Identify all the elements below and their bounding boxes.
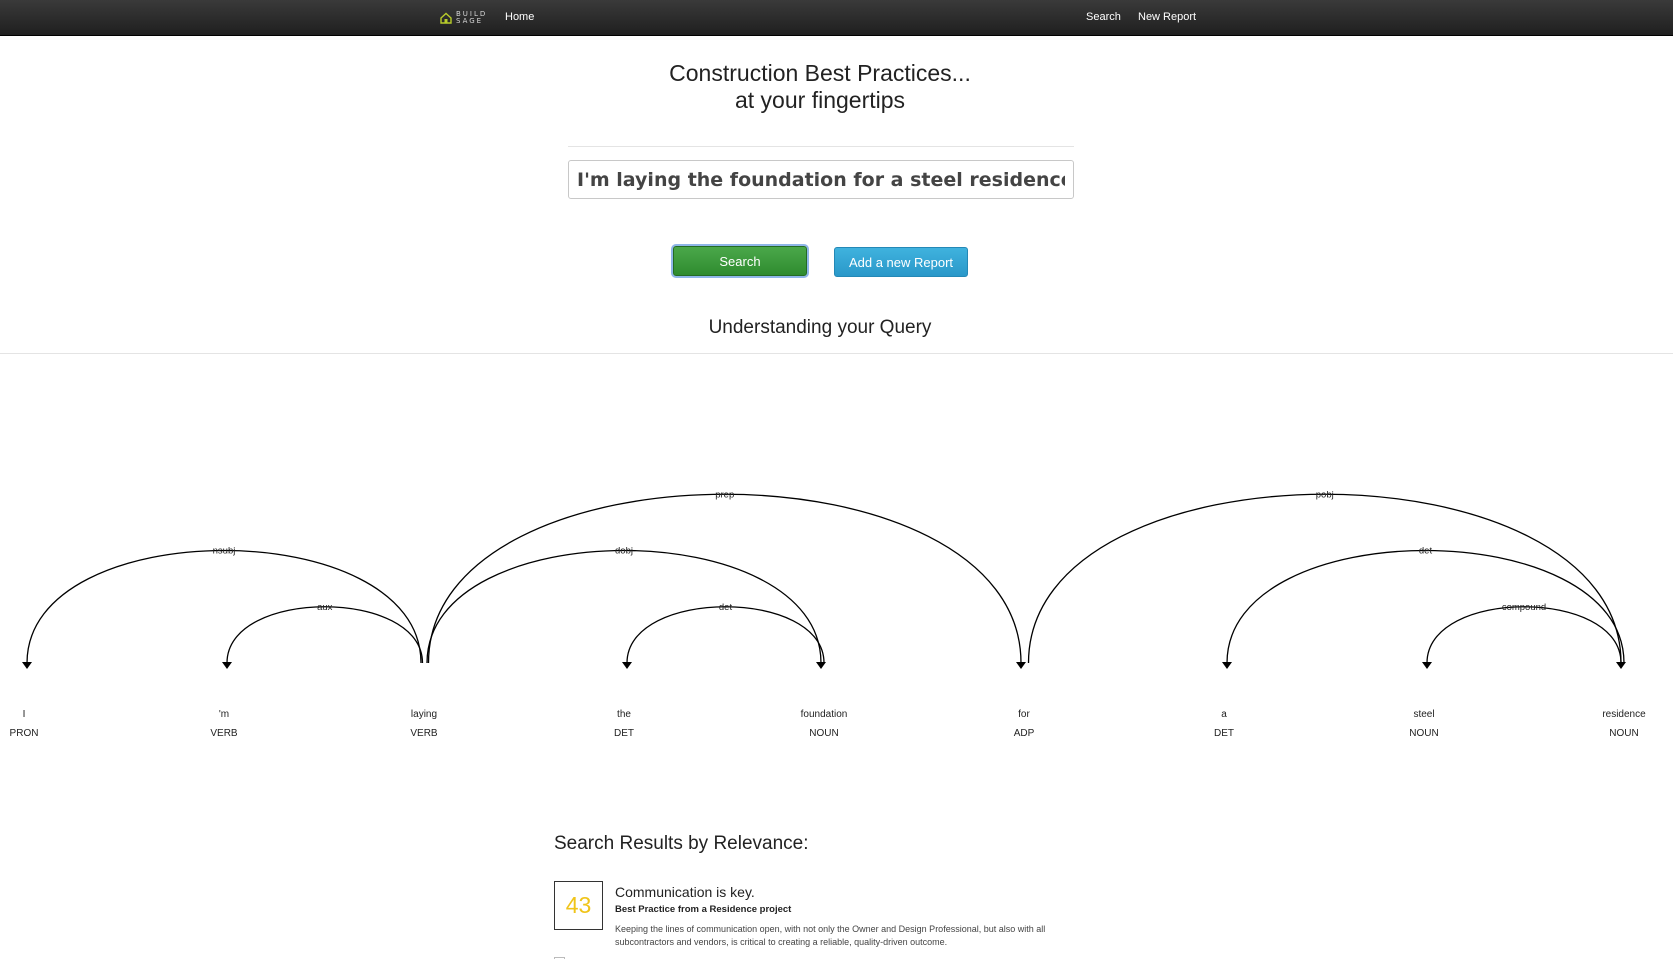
top-navbar bbox=[0, 0, 1673, 36]
more-results-handle[interactable] bbox=[554, 957, 565, 959]
dependency-label: det bbox=[718, 601, 733, 613]
dependency-arc-det bbox=[627, 607, 824, 663]
dependency-label: det bbox=[1418, 545, 1433, 557]
logo-text-bottom: SAGE bbox=[456, 17, 484, 25]
result-subtitle: Best Practice from a Residence project bbox=[615, 904, 792, 915]
dependency-arc-aux bbox=[227, 607, 423, 663]
token-word: 'm bbox=[218, 709, 230, 720]
token-pos-tag: NOUN bbox=[1409, 728, 1439, 739]
token-pos-tag: DET bbox=[1214, 728, 1234, 739]
dependency-arrow-icon bbox=[1222, 662, 1232, 669]
logo-text bbox=[456, 11, 487, 25]
dependency-arc-compound bbox=[1427, 607, 1621, 663]
dependency-arrow-icon bbox=[816, 662, 826, 669]
token-pos-tag: DET bbox=[614, 728, 634, 739]
dependency-label: nsubj bbox=[212, 545, 236, 557]
search-button[interactable]: Search bbox=[673, 246, 807, 276]
token-pos-tag: NOUN bbox=[1609, 728, 1639, 739]
logo-text-top: BUILD bbox=[456, 10, 488, 18]
token-word: laying bbox=[410, 709, 438, 720]
dependency-label: pobj bbox=[1315, 489, 1334, 501]
dependency-label: compound bbox=[1501, 601, 1547, 613]
token-pos-tag: VERB bbox=[210, 728, 238, 739]
token-word: foundation bbox=[800, 709, 848, 720]
token-word: for bbox=[1018, 709, 1030, 720]
dependency-label: aux bbox=[317, 601, 333, 613]
token-pos-tag: NOUN bbox=[809, 728, 839, 739]
result-title[interactable]: Communication is key. bbox=[615, 884, 755, 900]
buildsage-logo[interactable] bbox=[440, 9, 487, 27]
relevance-score: 43 bbox=[554, 881, 603, 930]
dependency-parse-diagram bbox=[0, 360, 1673, 760]
hero-divider bbox=[568, 146, 1074, 147]
dependency-arc-dobj bbox=[427, 551, 821, 664]
dependency-arc-det bbox=[1227, 551, 1624, 664]
dependency-arrow-icon bbox=[622, 662, 632, 669]
page-title-line1: Construction Best Practices... bbox=[669, 60, 971, 86]
dependency-arrow-icon bbox=[1422, 662, 1432, 669]
token-word: residence bbox=[1602, 709, 1646, 720]
add-report-button[interactable]: Add a new Report bbox=[834, 247, 968, 277]
page-title bbox=[0, 60, 1640, 114]
dependency-arrow-icon bbox=[1016, 662, 1026, 669]
token-pos-tag: ADP bbox=[1013, 728, 1035, 739]
token-word: the bbox=[617, 709, 631, 720]
dependency-arc-pobj bbox=[1029, 494, 1622, 663]
results-heading: Search Results by Relevance: bbox=[554, 833, 809, 854]
token-pos-tag: PRON bbox=[9, 728, 39, 739]
search-input[interactable] bbox=[568, 160, 1074, 199]
dependency-arc-nsubj bbox=[27, 551, 421, 664]
query-section-title: Understanding your Query bbox=[708, 317, 932, 338]
house-logo-icon bbox=[440, 12, 452, 24]
dependency-arrow-icon bbox=[1616, 662, 1626, 669]
dependency-arc-prep bbox=[429, 494, 1022, 663]
nav-home-link[interactable]: Home bbox=[505, 11, 535, 23]
page-title-line2: at your fingertips bbox=[734, 87, 906, 113]
token-word: a bbox=[1221, 709, 1227, 720]
dependency-arrow-icon bbox=[222, 662, 232, 669]
token-word: I bbox=[22, 709, 26, 720]
dependency-arrow-icon bbox=[22, 662, 32, 669]
token-pos-tag: VERB bbox=[410, 728, 438, 739]
token-word: steel bbox=[1413, 709, 1435, 720]
result-description: Keeping the lines of communication open, with not only the Owner and Design Professional, but also with all subcontractors and vendors, is critical to creating a reliable, quality-driven outcome. bbox=[615, 924, 1046, 947]
dependency-label: prep bbox=[715, 489, 735, 501]
nav-new-report-link[interactable]: New Report bbox=[1138, 11, 1197, 23]
nav-search-link[interactable]: Search bbox=[1086, 11, 1121, 23]
query-section-divider bbox=[0, 353, 1673, 354]
dependency-label: dobj bbox=[615, 545, 633, 557]
